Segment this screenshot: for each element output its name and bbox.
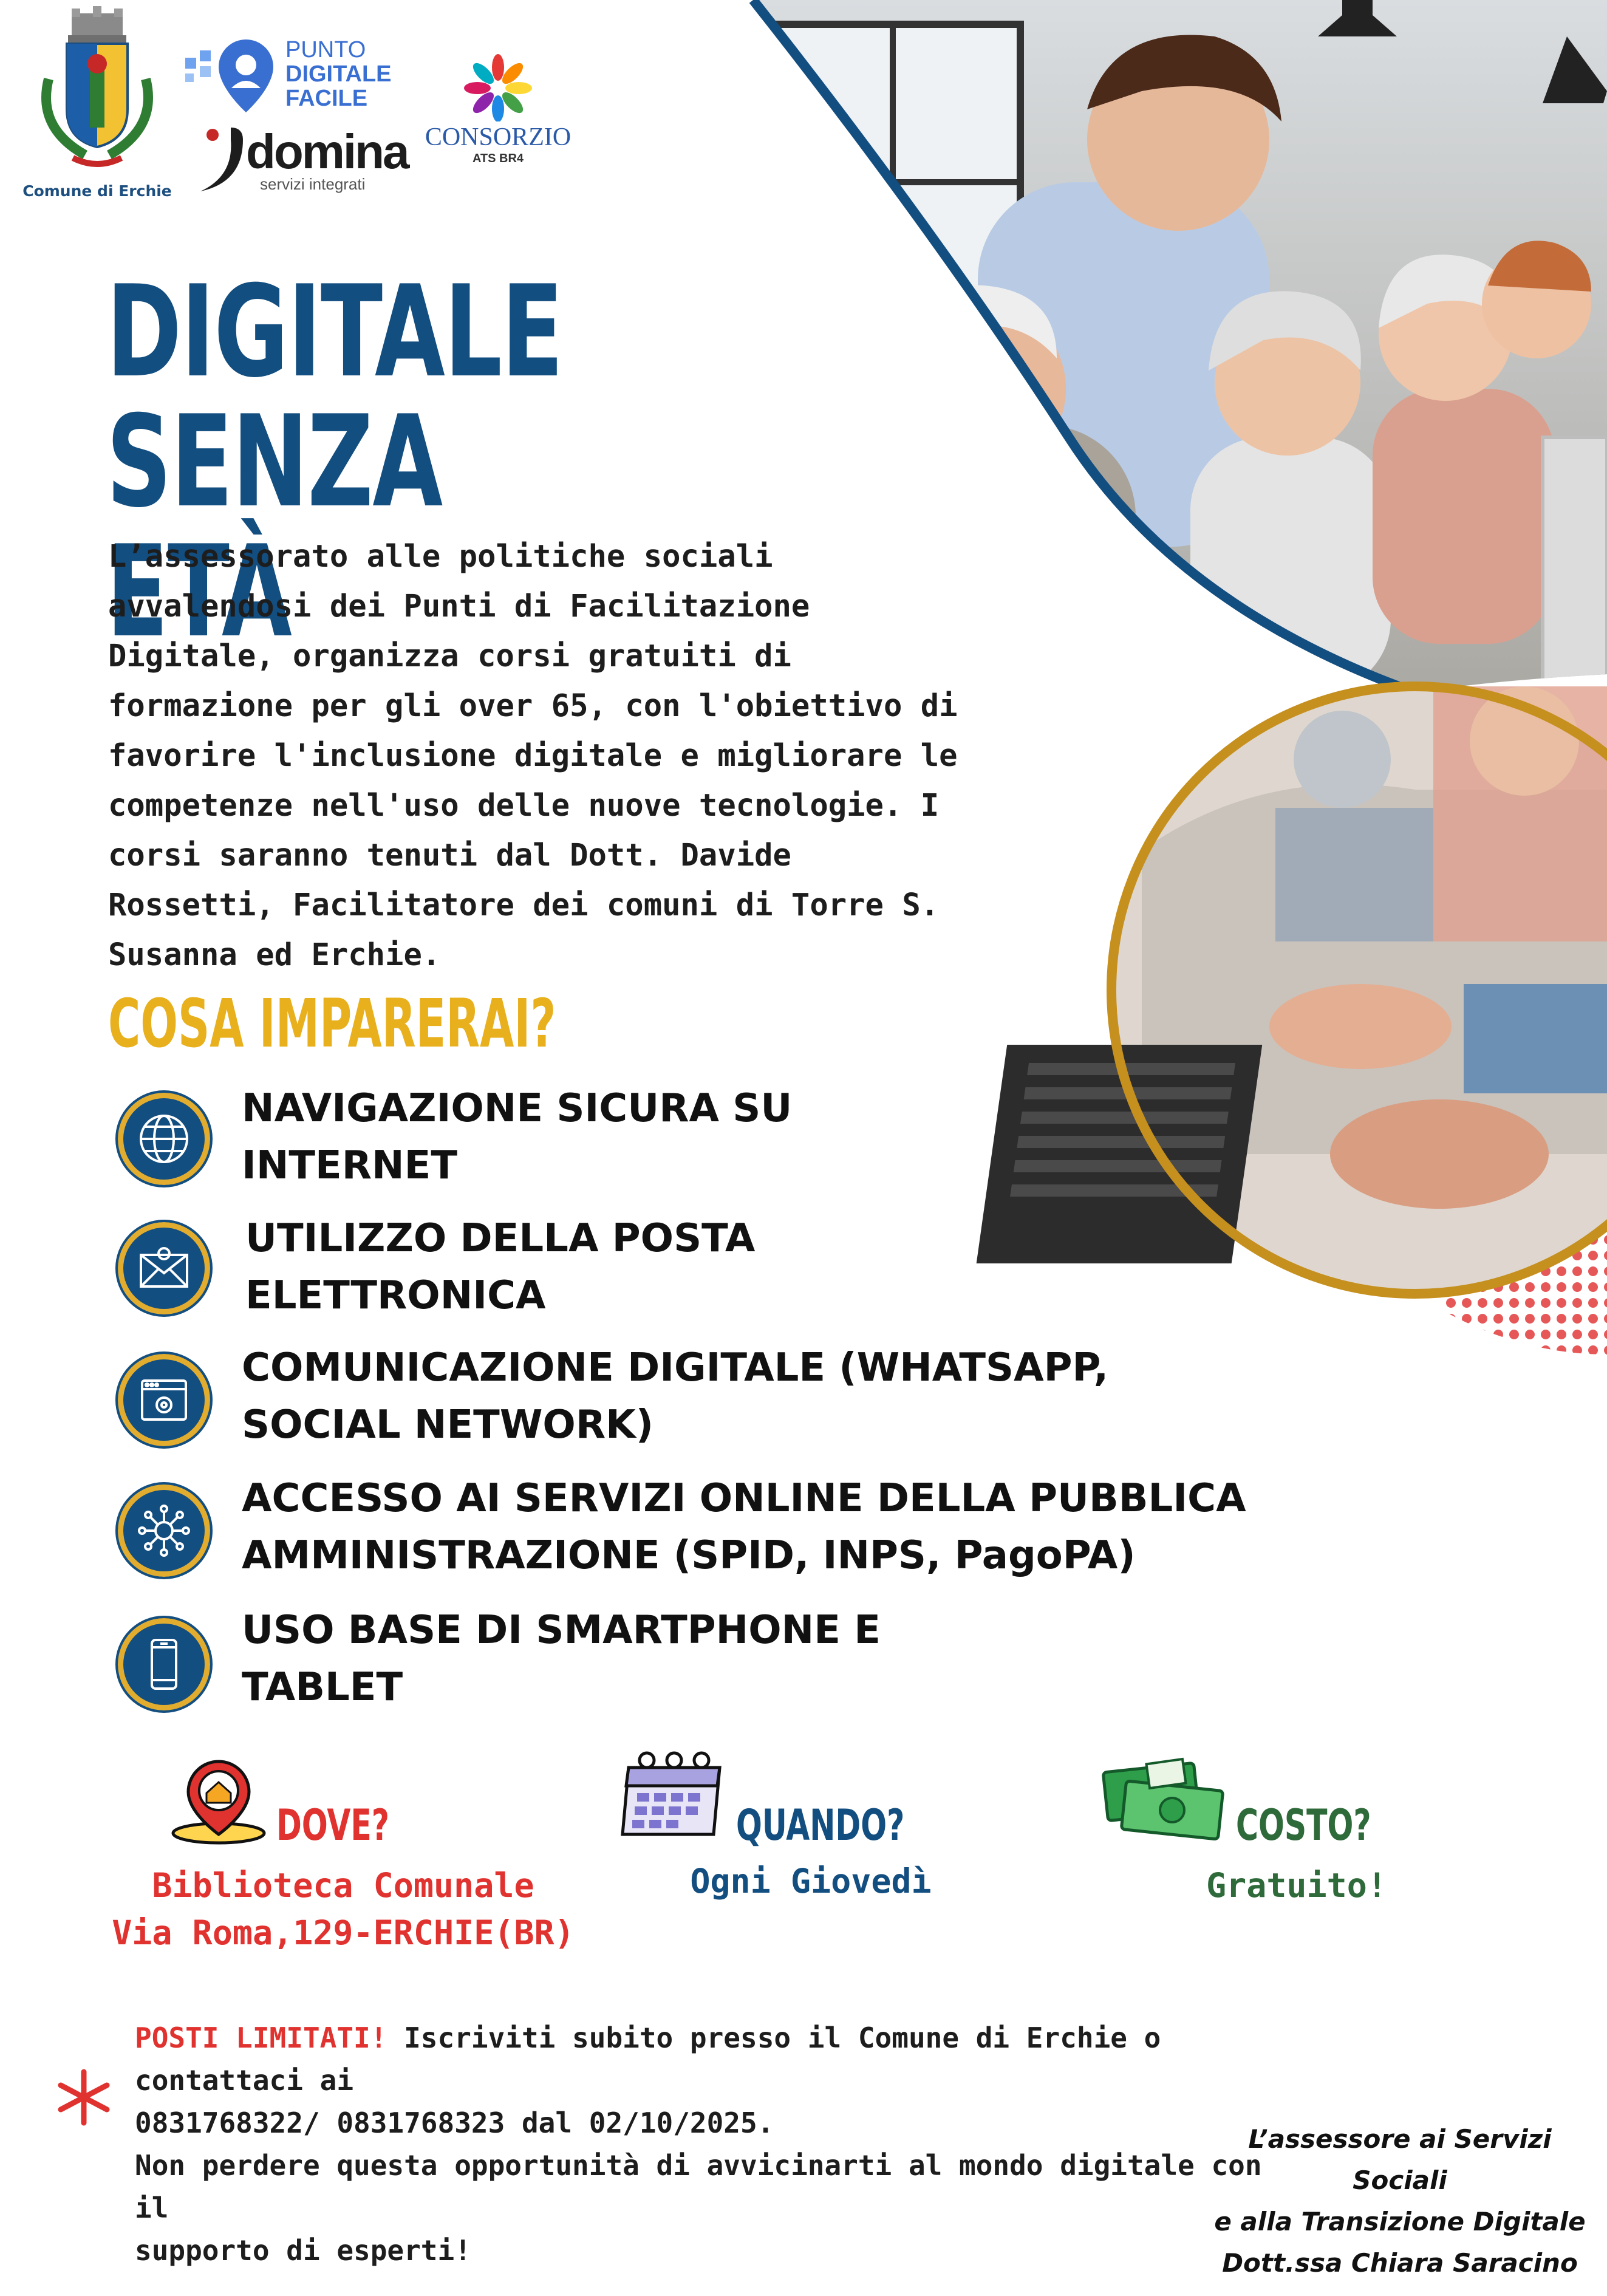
title-line2: SENZA ETÀ — [106, 389, 442, 666]
signature-line2: e alla Transizione Digitale — [1214, 2207, 1586, 2236]
where-label: DOVE? — [276, 1800, 390, 1850]
punto-digitale-facile-logo — [179, 27, 404, 118]
learn-item-line2: ELETTRONICA — [245, 1273, 546, 1318]
calendar-icon — [616, 1743, 732, 1847]
erchie-caption: Comune di Erchie — [22, 182, 172, 200]
where-value — [91, 1862, 595, 1956]
registration-line2: 0831768322/ 0831768323 dal 02/10/2025. — [135, 2106, 774, 2139]
learn-item-line2: AMMINISTRAZIONE (SPID, INPS, PagoPA) — [242, 1533, 1136, 1578]
pdf-line1: PUNTO — [285, 37, 366, 63]
title-line1: DIGITALE — [106, 259, 563, 406]
limited-seats-highlight: POSTI LIMITATI! — [135, 2021, 387, 2054]
signature-block — [1199, 2119, 1600, 2284]
mail-icon — [115, 1220, 213, 1317]
learn-item — [242, 1470, 1274, 1584]
erchie-coat-of-arms-logo — [12, 6, 182, 200]
pdf-line2: DIGITALE — [285, 61, 392, 87]
cost-label: COSTO? — [1236, 1800, 1371, 1850]
pdf-line3: FACILE — [285, 86, 368, 111]
money-icon — [1099, 1749, 1227, 1847]
learn-item-line2: SOCIAL NETWORK) — [242, 1403, 653, 1447]
learn-item-line2: TABLET — [242, 1665, 403, 1710]
signature-line3: Dott.ssa Chiara Saracino — [1222, 2248, 1578, 2278]
when-label: QUANDO? — [736, 1800, 905, 1850]
registration-info — [135, 2017, 1277, 2272]
settings-window-icon — [115, 1351, 213, 1449]
intro-paragraph — [108, 531, 989, 980]
intro-line: Susanna ed Erchie. — [108, 937, 441, 972]
registration-line4: supporto di esperti! — [135, 2234, 471, 2267]
globe-icon — [115, 1090, 213, 1187]
learn-heading: COSA IMPARERAI? — [108, 985, 556, 1062]
consorzio-sub: ATS BR4 — [472, 152, 524, 165]
smartphone-icon — [115, 1616, 213, 1713]
learn-item — [242, 1602, 1274, 1716]
keyboard-photo — [977, 686, 1607, 1294]
learn-item — [242, 1339, 1274, 1454]
registration-line3: Non perdere questa opportunità di avvicinarti al mondo digitale con il — [135, 2149, 1262, 2224]
intro-line: Digitale, organizza corsi gratuiti di — [108, 638, 791, 674]
asterisk-icon — [55, 2068, 113, 2127]
consorzio-logo — [413, 49, 583, 170]
location-pin-icon — [167, 1755, 270, 1847]
registration-line1 — [135, 2017, 1277, 2102]
when-value: Ogni Giovedì — [690, 1862, 932, 1901]
intro-line: avvalendosi dei Punti di Facilitazione — [108, 588, 810, 624]
signature-line1: L’assessore ai Servizi Sociali — [1248, 2124, 1552, 2195]
learn-item — [242, 1080, 1274, 1194]
domina-sub: servizi integrati — [260, 175, 366, 193]
intro-line: favorire l'inclusione digitale e migliorare le — [108, 737, 958, 773]
domina-name: domina — [246, 125, 408, 179]
learn-item-line1: USO BASE DI SMARTPHONE E — [242, 1608, 881, 1653]
intro-line: Rossetti, Facilitatore dei comuni di Torre S. — [108, 887, 940, 923]
intro-line: competenze nell'uso delle nuove tecnologie. I — [108, 787, 940, 823]
learn-item-line1: UTILIZZO DELLA POSTA — [245, 1216, 756, 1261]
consorzio-name: CONSORZIO — [425, 123, 571, 151]
domina-logo — [188, 121, 408, 200]
where-line1: Biblioteca Comunale — [152, 1866, 534, 1905]
intro-line: formazione per gli over 65, con l'obiettivo di — [108, 688, 958, 723]
where-line2: Via Roma,129-ERCHIE(BR) — [112, 1913, 575, 1952]
registration-line1-rest: Iscriviti subito presso il Comune di Erchie o contattaci ai — [135, 2021, 1161, 2097]
learn-item — [245, 1210, 1278, 1324]
learn-item-line1: ACCESSO AI SERVIZI ONLINE DELLA PUBBLICA — [242, 1476, 1246, 1521]
intro-line: L’assessorato alle politiche sociali — [108, 538, 773, 574]
cost-value: Gratuito! — [1206, 1866, 1387, 1905]
intro-line: corsi saranno tenuti dal Dott. Davide — [108, 837, 791, 873]
learn-item-line2: INTERNET — [242, 1143, 457, 1188]
network-icon — [115, 1482, 213, 1579]
learn-item-line1: NAVIGAZIONE SICURA SU — [242, 1086, 793, 1131]
learn-item-line1: COMUNICAZIONE DIGITALE (WHATSAPP, — [242, 1345, 1108, 1390]
